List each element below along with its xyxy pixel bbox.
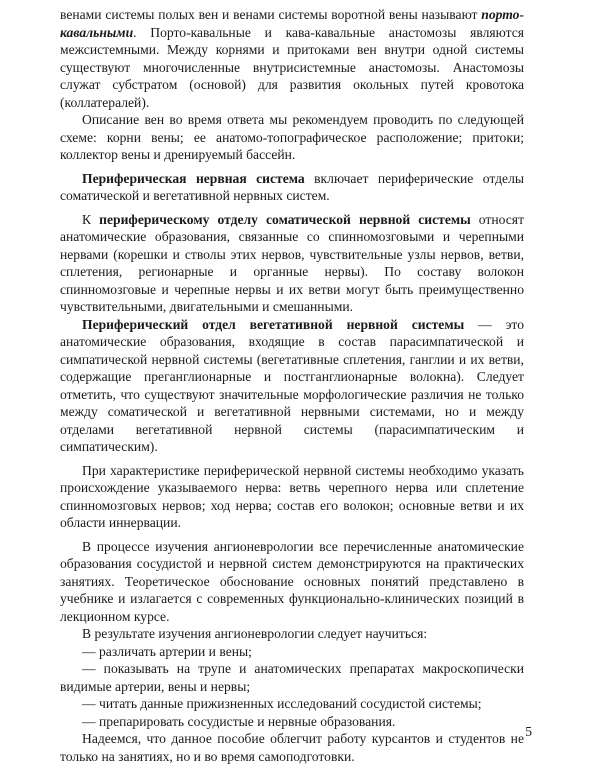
paragraph-p3 [60,170,524,205]
paragraph-p8 [60,625,524,643]
paragraph-text: относят анатомические образования, связанные со спинномозговыми и черепными нервами (корешки и стволы этих нервов, чувствительные узлы нервов, ветви, сплетения, регионарные и органные нервы). По составу волокон спинномозговые и черепные нервы и их ветви могут быть преимущественно чувствительными, двигательными и смешанными. [60,211,525,314]
paragraph-text: К [82,211,100,227]
paragraph-text: . Порто-кавальные и кава-кавальные анастомозы являются межсистемными. Между корнями и притоками вен внутри одной системы существуют многочисленные внутрисистемные анастомозы. Анастомозы служат субстратом (основой) для развития окольных путей кровотока (коллатералей). [60,24,524,110]
emphasis-text: порто-кавальными [60,7,524,40]
list-item: — препарировать сосудистые и нервные образования. [82,713,396,729]
paragraph-text: венами системы полых вен и венами системы воротной вены называют [60,7,482,22]
closing-paragraph: Надеемся, что данное пособие облегчит работу курсантов и студентов не только на занятиях, но и во время самоподготовки. [60,731,524,764]
paragraph-text: В результате изучения ангионеврологии следует научиться: [82,626,428,641]
page-body [60,6,524,765]
list-item: — различать артерии и вены; [82,643,252,659]
skills-list [60,643,524,731]
list-item: — читать данные прижизненных исследований сосудистой системы; [82,696,482,711]
paragraph-text: — это анатомические образования, входящие в состав парасимпатической и симпатической нервной системы (вегетативные сплетения, ганглии и их ветви, содержащие преганглионарные и постганглионарные волокна). Следует отметить, что существуют значительные морфологические различия не только между соматической и вегетативной нервными системами, но и между отделами вегетативной нервной системы (парасимпатическим и симпатическим). [60,316,524,454]
paragraph-text: При характеристике периферической нервной системы необходимо указать происхождение указываемого нерва: ветвь черепного нерва или сплетение спинномозговых нервов; ход нерва; состав его волокон; основные ветви и их области иннервации. [60,462,524,530]
emphasis-text: периферическому отделу соматической нервной системы [99,211,471,227]
paragraph-p5 [60,316,524,456]
paragraph-p2 [60,111,524,164]
paragraph-p6 [60,462,524,532]
emphasis-text: Периферический отдел вегетативной нервной системы [82,316,465,332]
paragraph-text: Описание вен во время ответа мы рекомендуем проводить по следующей схеме: корни вены; ее анатомо-топографическое расположение; притоки; коллектор вены и дренируемый бассейн. [60,112,524,162]
paragraphs [60,6,524,643]
paragraph-p7 [60,538,524,626]
paragraph-text: В процессе изучения ангионеврологии все перечисленные анатомические образования сосудистой и нервной систем демонстрируются на практических занятиях. Теоретическое обоснование основных понятий представлено в учебнике и излагается с современных функционально-клинических позиций в лекционном курсе. [60,538,524,624]
emphasis-text: Периферическая нервная система [82,170,305,186]
page-number: 5 [525,724,532,739]
paragraph-text: включает периферические отделы соматической и вегетативной нервных систем. [60,170,524,203]
paragraph-p4 [60,211,524,316]
list-item: — показывать на трупе и анатомических препаратах макроскопически видимые артерии, вены и нервы; [60,661,524,694]
paragraph-p1 [60,6,524,111]
